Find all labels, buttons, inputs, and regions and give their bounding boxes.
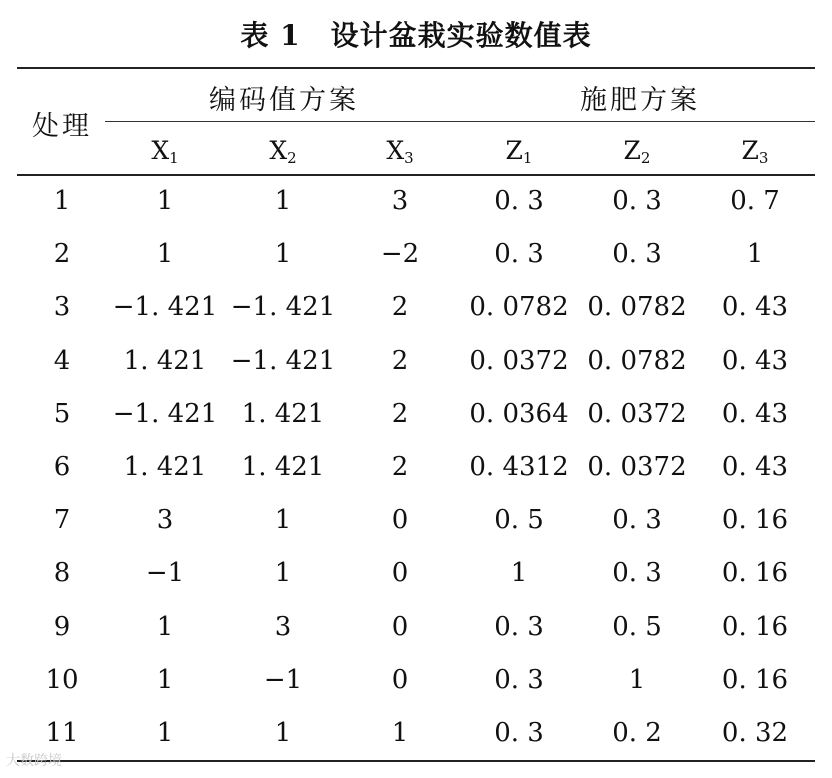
value-cell: 0. 43 <box>721 345 789 376</box>
treatment-cell: 1 <box>53 186 71 216</box>
value-cell: 1 <box>391 718 409 748</box>
value-cell: 0 <box>391 505 409 536</box>
value-cell: 0. 3 <box>612 239 662 270</box>
value-cell: 0. 0372 <box>469 345 569 376</box>
treatment-cell: 4 <box>53 345 71 376</box>
value-cell: 1 <box>274 558 292 589</box>
value-cell: 0. 3 <box>494 664 544 695</box>
value-cell: 1 <box>274 718 292 748</box>
value-cell: 1 <box>156 664 174 695</box>
value-cell: 2 <box>391 452 409 482</box>
treatment-cell: 11 <box>45 718 79 748</box>
value-cell: −2 <box>380 239 420 270</box>
value-cell: 1 <box>746 239 764 270</box>
value-cell: 0. 3 <box>494 718 544 748</box>
value-cell: 0. 3 <box>612 558 662 589</box>
value-cell: 0. 3 <box>494 611 544 642</box>
value-cell: 0 <box>391 611 409 642</box>
value-cell: −1. 421 <box>112 292 218 323</box>
value-cell: 0. 2 <box>612 718 662 748</box>
value-cell: 3 <box>391 186 409 216</box>
value-cell: −1. 421 <box>230 292 336 323</box>
value-cell: 0. 3 <box>612 186 662 216</box>
treatment-cell: 6 <box>53 452 71 482</box>
value-cell: −1. 421 <box>112 398 218 429</box>
value-cell: 3 <box>274 611 292 642</box>
value-cell: 1. 421 <box>123 452 207 482</box>
value-cell: 0. 43 <box>721 292 789 323</box>
value-cell: 1 <box>156 186 174 216</box>
value-cell: 1 <box>628 664 646 695</box>
value-cell: 1 <box>510 558 528 589</box>
variable-header-z1: $Z_1$ <box>505 136 533 167</box>
value-cell: 1 <box>156 611 174 642</box>
value-cell: 0. 5 <box>612 611 662 642</box>
table-number: 表 1 <box>240 19 301 52</box>
value-cell: 0. 16 <box>721 505 789 536</box>
table-title <box>0 14 832 54</box>
treatment-cell: 3 <box>53 292 71 323</box>
value-cell: 0. 32 <box>721 718 789 748</box>
value-cell: 0. 0372 <box>587 452 687 482</box>
value-cell: 2 <box>391 398 409 429</box>
value-cell: −1. 421 <box>230 345 336 376</box>
value-cell: 1 <box>156 239 174 270</box>
variable-header-x1: $X_1$ <box>151 136 179 167</box>
value-cell: 0. 5 <box>494 505 544 536</box>
value-cell: 0. 0782 <box>587 345 687 376</box>
value-cell: 2 <box>391 345 409 376</box>
header-rule <box>17 174 815 176</box>
bottom-rule <box>17 760 815 762</box>
group-rule <box>105 121 815 122</box>
value-cell: 1 <box>156 718 174 748</box>
value-cell: 0. 0364 <box>469 398 569 429</box>
value-cell: 1. 421 <box>241 398 325 429</box>
value-cell: 3 <box>156 505 174 536</box>
top-rule <box>17 67 815 69</box>
header-fert-group: 施肥方案 <box>580 85 700 116</box>
header-treatment: 处理 <box>32 111 92 142</box>
header-coded-group: 编码值方案 <box>209 85 359 116</box>
table-caption: 设计盆栽实验数值表 <box>330 19 592 52</box>
value-cell: 0. 0782 <box>469 292 569 323</box>
value-cell: 0. 16 <box>721 611 789 642</box>
value-cell: 0. 3 <box>494 239 544 270</box>
value-cell: 0. 3 <box>612 505 662 536</box>
value-cell: 1 <box>274 505 292 536</box>
value-cell: 1. 421 <box>123 345 207 376</box>
variable-header-x3: $X_3$ <box>386 136 414 167</box>
value-cell: 0. 16 <box>721 664 789 695</box>
value-cell: 0. 43 <box>721 398 789 429</box>
treatment-cell: 10 <box>45 664 79 695</box>
value-cell: 0 <box>391 558 409 589</box>
treatment-cell: 2 <box>53 239 71 270</box>
treatment-cell: 7 <box>53 505 71 536</box>
watermark: 大数跨境 <box>6 753 62 769</box>
value-cell: 0. 4312 <box>469 452 569 482</box>
value-cell: −1 <box>145 558 185 589</box>
value-cell: 0 <box>391 664 409 695</box>
value-cell: 0. 43 <box>721 452 789 482</box>
value-cell: 0. 0782 <box>587 292 687 323</box>
value-cell: −1 <box>263 664 303 695</box>
value-cell: 0. 16 <box>721 558 789 589</box>
treatment-cell: 9 <box>53 611 71 642</box>
value-cell: 1 <box>274 186 292 216</box>
value-cell: 0. 7 <box>730 186 780 216</box>
treatment-cell: 5 <box>53 398 71 429</box>
value-cell: 0. 3 <box>494 186 544 216</box>
value-cell: 2 <box>391 292 409 323</box>
value-cell: 0. 0372 <box>587 398 687 429</box>
variable-header-z2: $Z_2$ <box>623 136 651 167</box>
variable-header-x2: $X_2$ <box>269 136 297 167</box>
value-cell: 1 <box>274 239 292 270</box>
variable-header-z3: $Z_3$ <box>741 136 769 167</box>
value-cell: 1. 421 <box>241 452 325 482</box>
treatment-cell: 8 <box>53 558 71 589</box>
